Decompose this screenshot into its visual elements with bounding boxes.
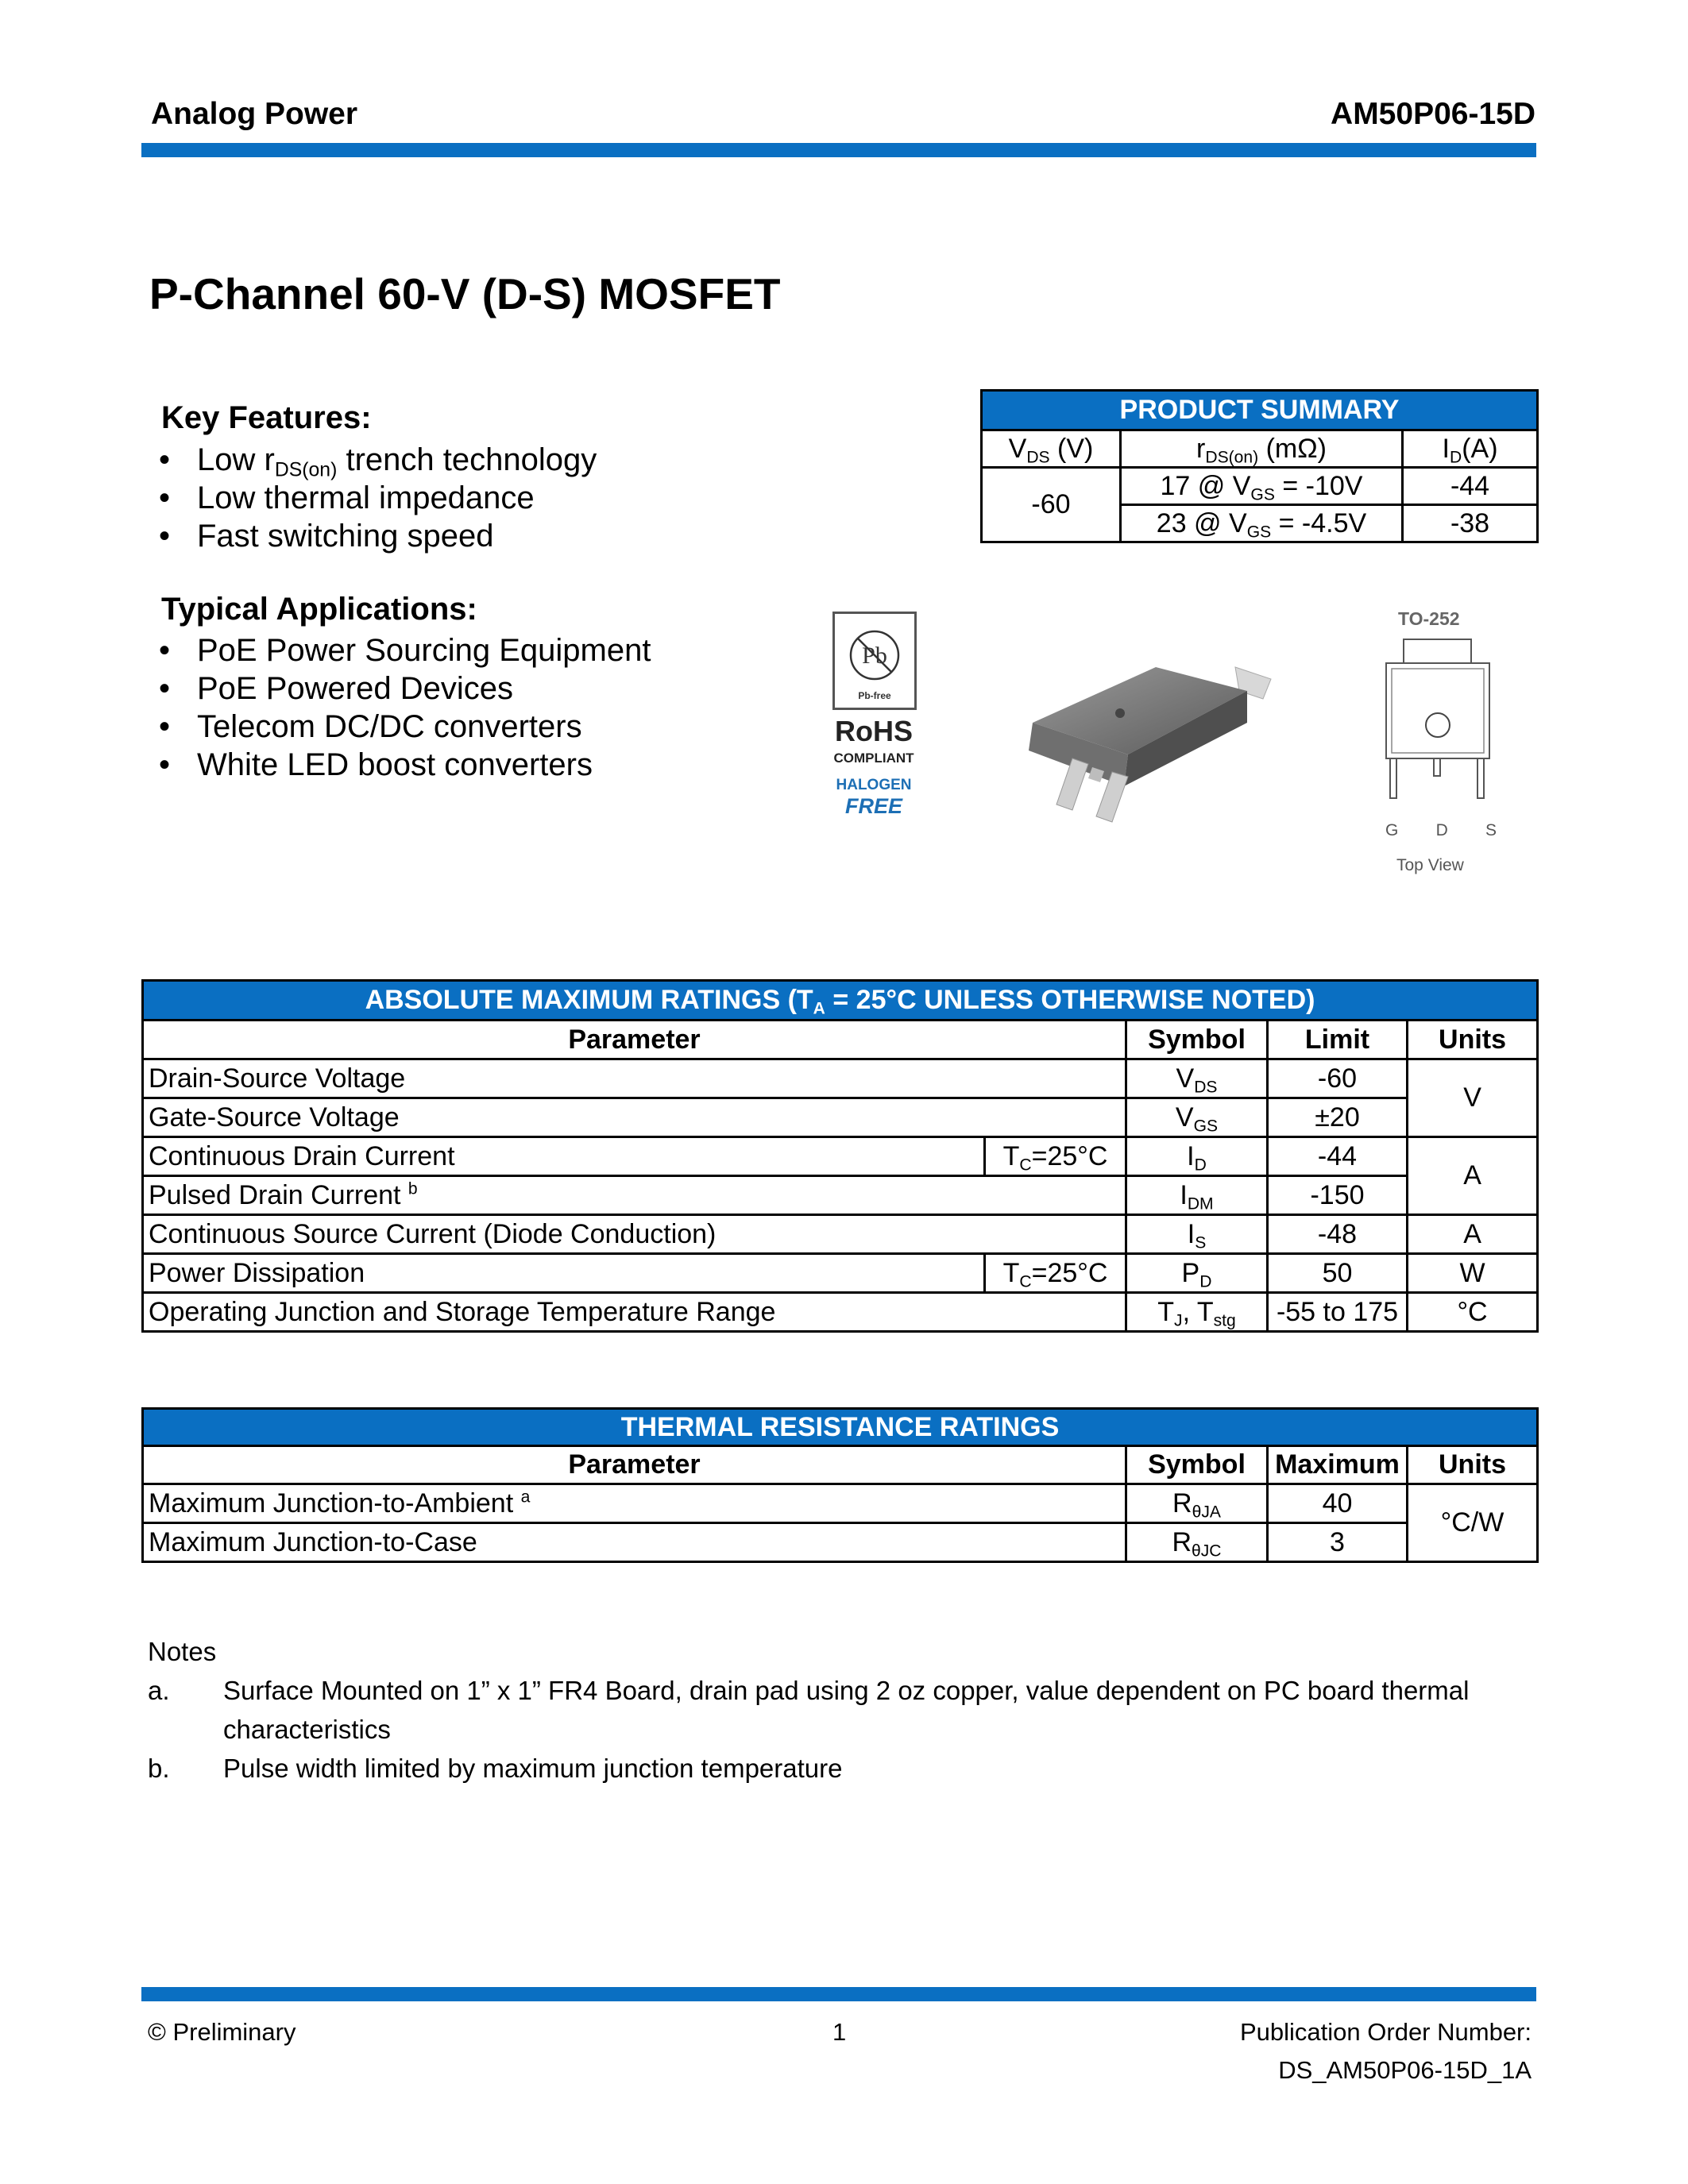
param-cell: Gate-Source Voltage [143, 1098, 1126, 1137]
param-cell: Continuous Drain Current [143, 1137, 985, 1176]
col-parameter: Parameter [143, 1021, 1126, 1059]
table-row [143, 1176, 1538, 1215]
id-value: -38 [1403, 505, 1538, 542]
pin-g: G [1385, 821, 1399, 839]
condition-cell: $T_C=25^\circ C$ [985, 1254, 1126, 1293]
pb-letters: Pb [862, 642, 887, 669]
limit-cell: -48 [1268, 1215, 1408, 1254]
col-maximum: Maximum [1268, 1446, 1408, 1484]
applications-heading: Typical Applications: [161, 592, 477, 627]
param-cell: Pulsed Drain Current $^b$ [143, 1176, 1126, 1215]
table-row [143, 1293, 1538, 1332]
col-rds: $r_{DS(on)}$ (mΩ) [1121, 430, 1403, 468]
symbol-cell: $V_{DS}$ [1126, 1059, 1268, 1098]
free-label: FREE [844, 794, 902, 818]
limit-cell: -60 [1268, 1059, 1408, 1098]
list-item: • Low $r_{DS(on)}$ trench technology [159, 442, 597, 481]
param-cell: Maximum Junction-to-Case [143, 1523, 1126, 1562]
abs-max-title: ABSOLUTE MAXIMUM RATINGS ($T_A = 25^\circ C$ UNLESS OTHERWISE NOTED) [143, 981, 1538, 1021]
symbol-cell: $I_D$ [1126, 1137, 1268, 1176]
thermal-title: THERMAL RESISTANCE RATINGS [143, 1409, 1538, 1446]
list-item: • PoE Power Sourcing Equipment [159, 633, 651, 668]
key-features-list [159, 441, 597, 555]
max-cell: 40 [1268, 1484, 1408, 1523]
pb-free-label: Pb-free [858, 690, 891, 701]
param-cell: Power Dissipation [143, 1254, 985, 1293]
param-cell: Maximum Junction-to-Ambient $^a$ [143, 1484, 1126, 1523]
footer-rule [141, 1987, 1536, 2001]
pb-free-badge [832, 612, 917, 710]
table-row [143, 1059, 1538, 1098]
table-row [143, 1254, 1538, 1293]
note-a-label: a. [148, 1676, 170, 1705]
product-summary-title: PRODUCT SUMMARY [982, 391, 1538, 430]
limit-cell: -44 [1268, 1137, 1408, 1176]
package-outline-drawing [1374, 635, 1501, 810]
units-cell: A [1408, 1215, 1538, 1254]
footer-preliminary: © Preliminary [148, 2018, 296, 2046]
halogen-label: HALOGEN [836, 777, 912, 793]
list-item: • Low thermal impedance [159, 480, 535, 515]
symbol-cell: $R_{\theta JA}$ [1126, 1484, 1268, 1523]
symbol-cell: $I_{DM}$ [1126, 1176, 1268, 1215]
col-symbol: Symbol [1126, 1446, 1268, 1484]
publication-label: Publication Order Number: [1240, 2018, 1532, 2046]
table-row [143, 1215, 1538, 1254]
units-cell: V [1408, 1059, 1538, 1137]
table-row [143, 1523, 1538, 1562]
list-item: • White LED boost converters [159, 747, 593, 782]
publication-number: DS_AM50P06-15D_1A [1278, 2056, 1532, 2084]
header-rule [141, 143, 1536, 157]
col-symbol: Symbol [1126, 1021, 1268, 1059]
col-limit: Limit [1268, 1021, 1408, 1059]
table-row [143, 1484, 1538, 1523]
applications-list [159, 631, 651, 784]
max-cell: 3 [1268, 1523, 1408, 1562]
part-number: AM50P06-15D [1331, 97, 1535, 131]
note-b-label: b. [148, 1754, 170, 1783]
pin-s: S [1485, 821, 1497, 839]
rds-value: 17 @ $V_{GS} = -10V$ [1121, 468, 1403, 505]
units-cell: °C [1408, 1293, 1538, 1332]
limit-cell: ±20 [1268, 1098, 1408, 1137]
page-number: 1 [832, 2018, 847, 2046]
param-cell: Continuous Source Current (Diode Conduction) [143, 1215, 1126, 1254]
limit-cell: -55 to 175 [1268, 1293, 1408, 1332]
symbol-cell: $P_D$ [1126, 1254, 1268, 1293]
note-a-text: Surface Mounted on 1” x 1” FR4 Board, drain pad using 2 oz copper, value dependent on PC board thermal [223, 1676, 1470, 1705]
compliant-label: COMPLIANT [833, 751, 914, 766]
units-cell: W [1408, 1254, 1538, 1293]
thermal-resistance-table [141, 1407, 1539, 1563]
col-vds: $V_{DS}$ (V) [982, 430, 1121, 468]
product-summary-table [980, 389, 1539, 543]
notes-heading: Notes [148, 1637, 217, 1666]
vds-value: -60 [982, 468, 1121, 542]
param-cell: Drain-Source Voltage [143, 1059, 1126, 1098]
col-units: Units [1408, 1021, 1538, 1059]
limit-cell: 50 [1268, 1254, 1408, 1293]
key-features-heading: Key Features: [161, 400, 372, 435]
col-parameter: Parameter [143, 1446, 1126, 1484]
table-row [982, 468, 1538, 505]
table-row [143, 1137, 1538, 1176]
list-item: • Telecom DC/DC converters [159, 709, 582, 744]
page-title: P-Channel 60-V (D-S) MOSFET [149, 269, 781, 318]
symbol-cell: $T_J$, $T_{stg}$ [1126, 1293, 1268, 1332]
list-item: • Fast switching speed [159, 519, 494, 554]
rds-value: 23 @ $V_{GS} = -4.5V$ [1121, 505, 1403, 542]
note-a-text-cont: characteristics [223, 1715, 391, 1744]
package-name: TO-252 [1398, 608, 1460, 629]
id-value: -44 [1403, 468, 1538, 505]
list-item: • PoE Powered Devices [159, 671, 513, 706]
units-cell: °C/W [1408, 1484, 1538, 1562]
package-3d-image [1009, 651, 1287, 834]
symbol-cell: $I_S$ [1126, 1215, 1268, 1254]
pin-labels [1385, 821, 1497, 840]
symbol-cell: $V_{GS}$ [1126, 1098, 1268, 1137]
symbol-cell: $R_{\theta JC}$ [1126, 1523, 1268, 1562]
col-id: $I_D(A)$ [1403, 430, 1538, 468]
rohs-label: RoHS [835, 715, 913, 747]
absolute-max-ratings-table [141, 979, 1539, 1333]
company-name: Analog Power [151, 97, 358, 131]
note-b-text: Pulse width limited by maximum junction temperature [223, 1754, 843, 1783]
pb-free-icon [835, 614, 914, 708]
param-cell: Operating Junction and Storage Temperature Range [143, 1293, 1126, 1332]
units-cell: A [1408, 1137, 1538, 1215]
condition-cell: $T_C=25^\circ C$ [985, 1137, 1126, 1176]
limit-cell: -150 [1268, 1176, 1408, 1215]
table-row [143, 1098, 1538, 1137]
top-view-label: Top View [1396, 856, 1464, 874]
col-units: Units [1408, 1446, 1538, 1484]
pin-d: D [1435, 821, 1448, 839]
